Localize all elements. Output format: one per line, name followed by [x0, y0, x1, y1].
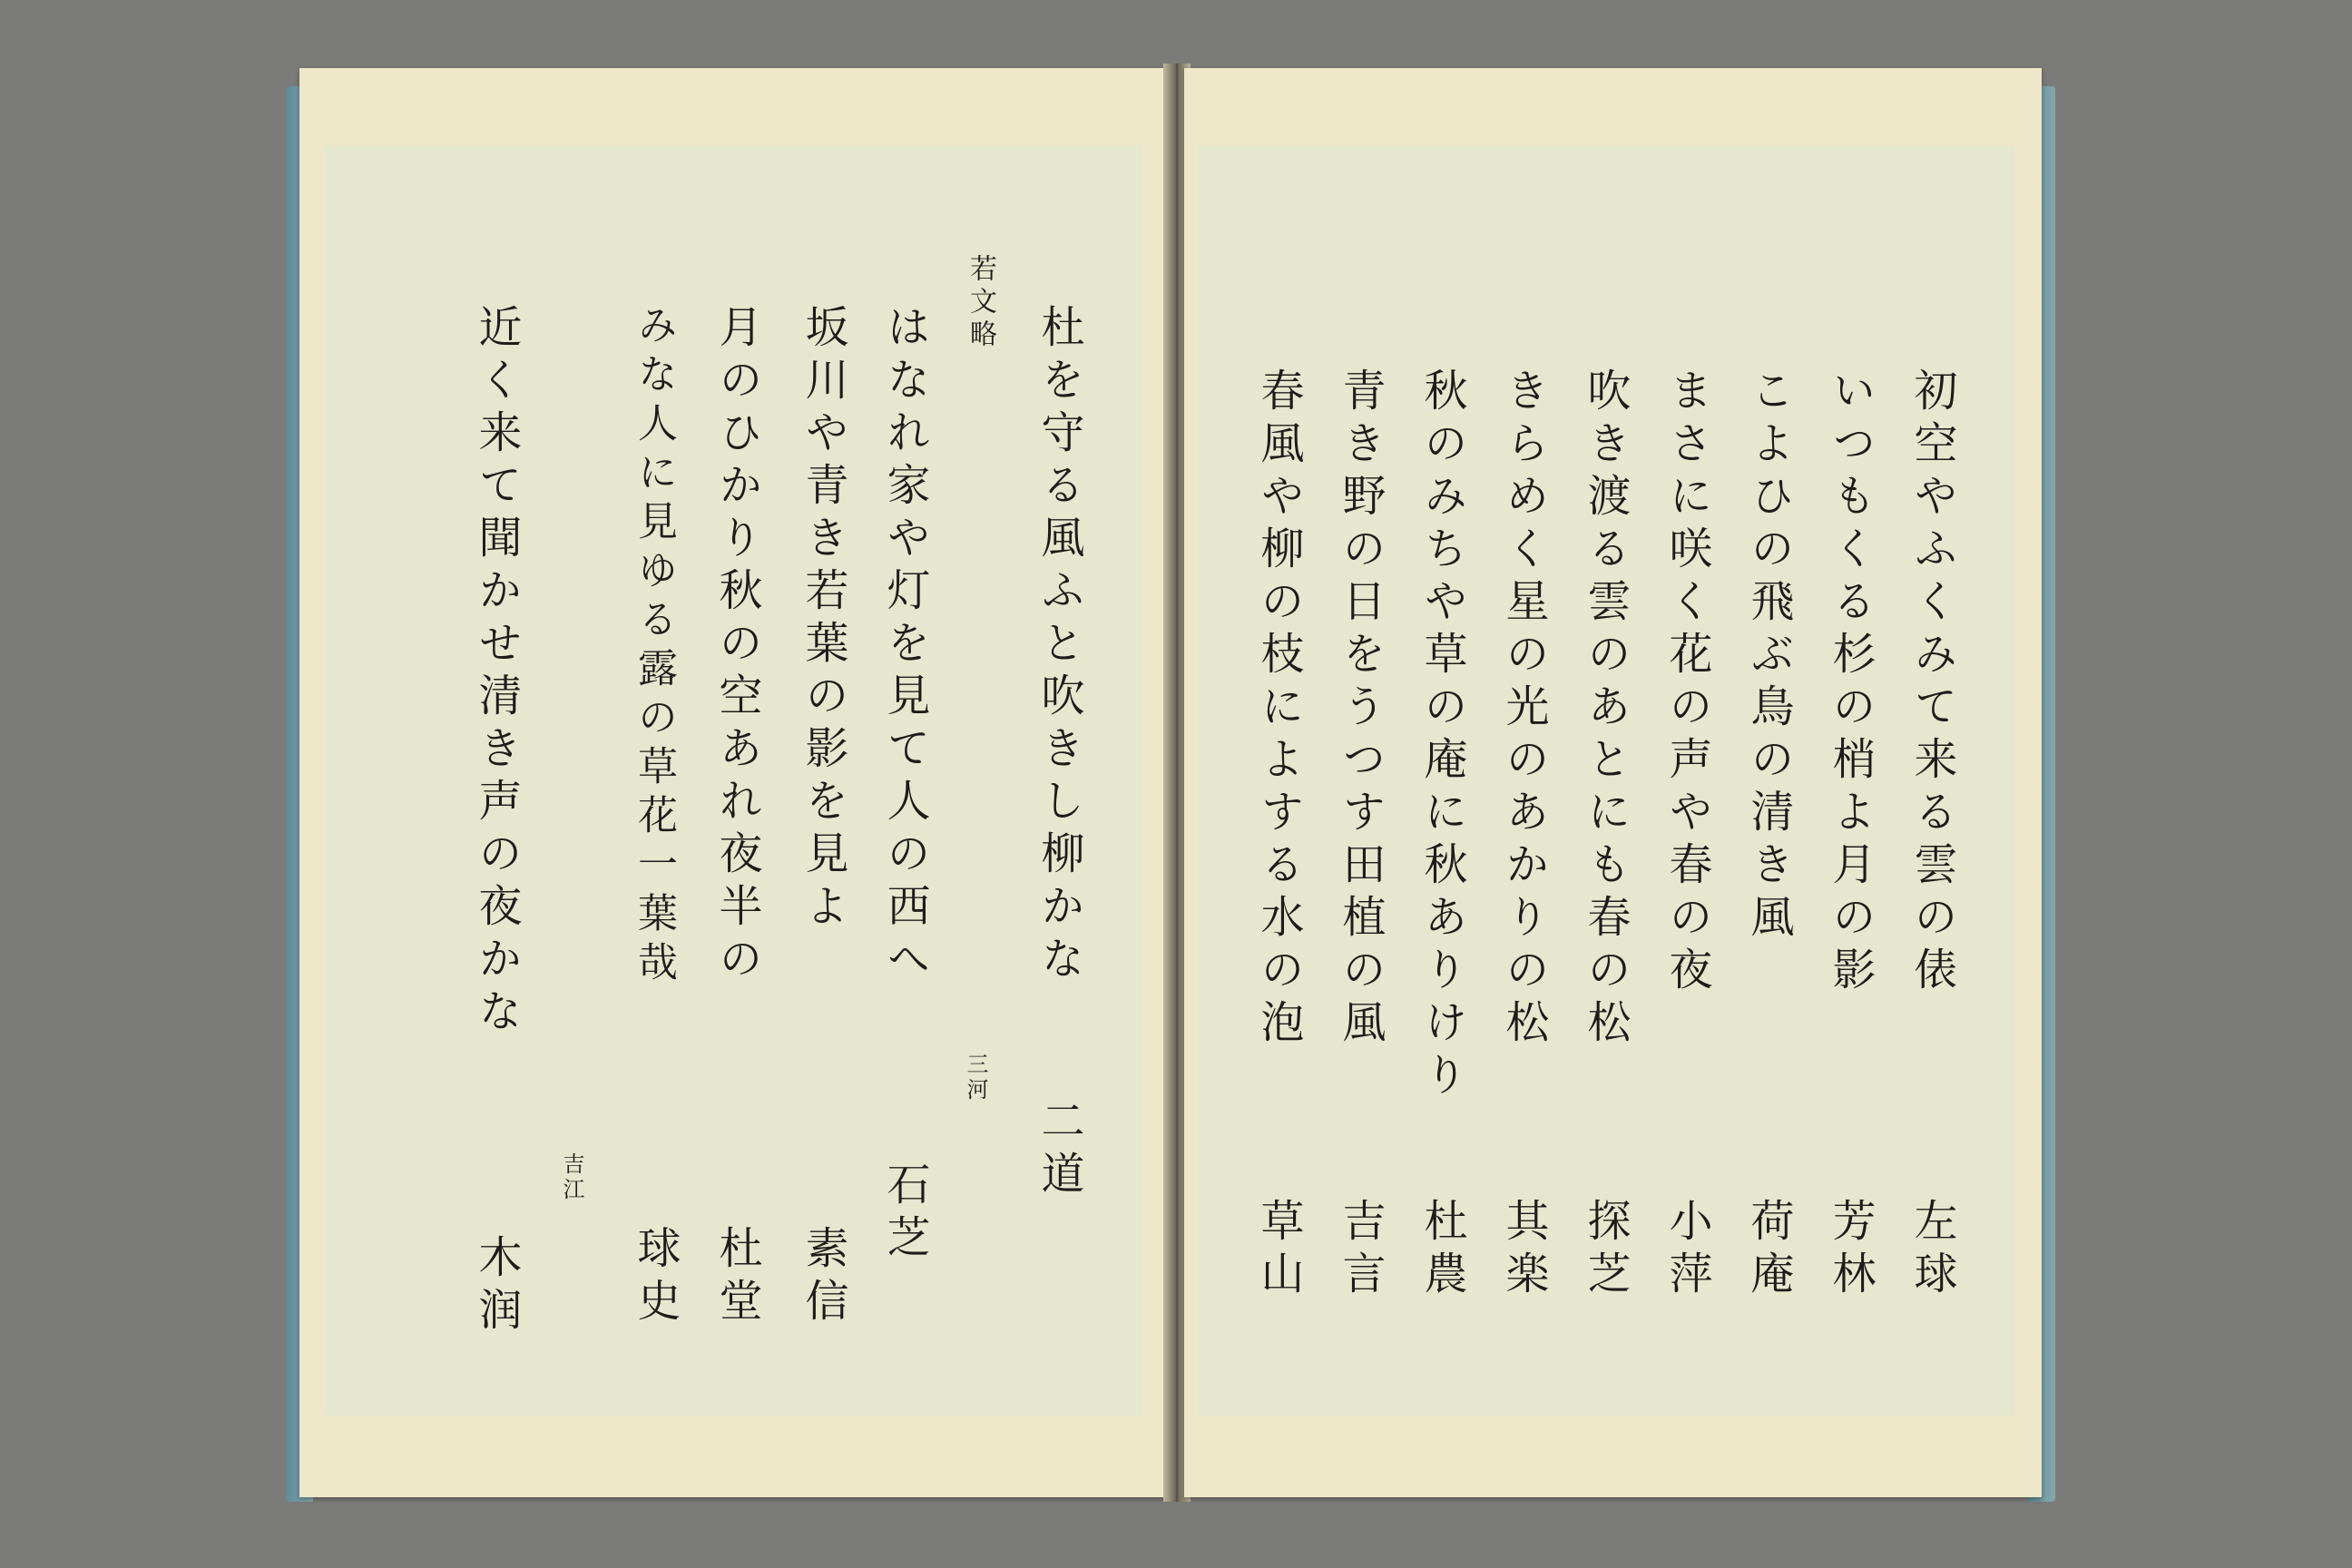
verse-line: 杜を守る風ふと吹きし柳かな [1034, 304, 1084, 988]
verse-author: 草山 [1253, 1198, 1304, 1303]
verse-line: いつもくる杉の梢よ月の影 [1825, 368, 1876, 999]
verse-author: 探芝 [1580, 1198, 1631, 1303]
verse-author: 吉言 [1335, 1198, 1386, 1303]
verse-author: 荷庵 [1743, 1198, 1794, 1303]
open-book [286, 59, 2055, 1515]
annotation: 三河 [963, 1053, 988, 1103]
verse-author: 二道 [1034, 1098, 1084, 1203]
verse-line: みな人に見ゆる露の草花一葉哉 [631, 304, 677, 990]
verse-line: 月のひかり秋の空あれ夜半の [711, 304, 762, 988]
verse-author: 小萍 [1661, 1198, 1712, 1303]
verse-line: はなれ家や灯を見て人の西へ [879, 304, 930, 988]
verse-author: 球史 [630, 1225, 681, 1330]
verse-author: 木润 [471, 1234, 522, 1339]
verse-author: 素信 [798, 1225, 848, 1330]
right-page-text-block [1198, 145, 2014, 1416]
verse-line: まさに咲く花の声や春の夜 [1661, 368, 1712, 999]
verse-line: 坂川や青き若葉の影を見よ [798, 304, 848, 936]
verse-line: 初空やふくみて来る雲の俵 [1906, 368, 1957, 999]
verse-author: 杜堂 [711, 1225, 762, 1330]
verse-author: 左球 [1906, 1198, 1957, 1303]
verse-author: 石芝 [879, 1161, 930, 1267]
annotation: 吉江 [559, 1152, 584, 1203]
verse-line: 近く来て聞かせ清き声の夜かな [471, 304, 522, 1041]
verse-line: 秋のみちや草の庵に秋ありけり [1416, 368, 1467, 1104]
section-header: 若文略 [965, 254, 996, 352]
verse-author: 杜農 [1416, 1198, 1467, 1303]
left-page-text-block [325, 145, 1142, 1416]
left-page [299, 68, 1171, 1497]
verse-line: 青き野の日をうつす田植の風 [1335, 368, 1386, 1052]
verse-line: こよひの飛ぶ鳥の清き風 [1743, 368, 1794, 946]
right-page [1184, 68, 2042, 1497]
verse-line: 春風や柳の枝によする水の泡 [1253, 368, 1304, 1052]
verse-line: 吹き渡る雲のあとにも春の松 [1580, 368, 1631, 1052]
verse-author: 其楽 [1498, 1198, 1549, 1303]
verse-author: 芳林 [1825, 1198, 1876, 1303]
verse-line: きらめく星の光のあかりの松 [1498, 368, 1549, 1052]
